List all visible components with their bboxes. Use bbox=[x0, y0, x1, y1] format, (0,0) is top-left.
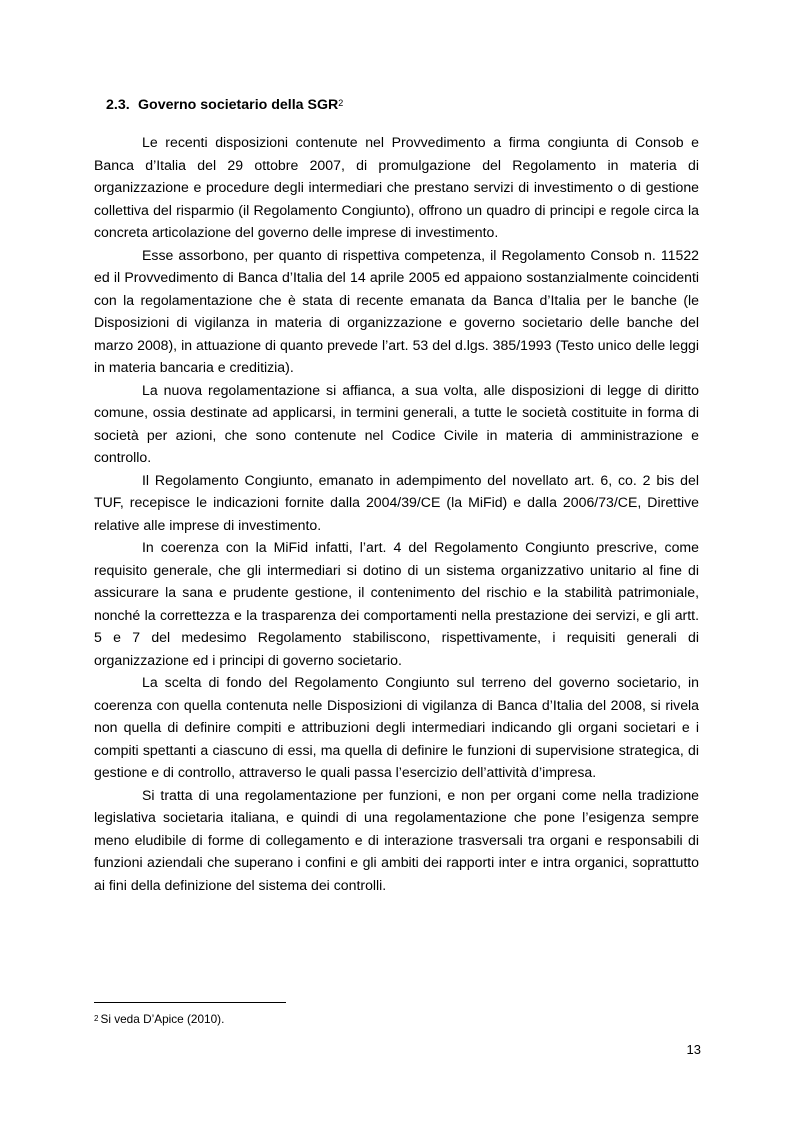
footnote bbox=[94, 1011, 224, 1029]
body-text bbox=[94, 131, 699, 896]
section-title: Governo societario della SGR bbox=[138, 97, 339, 113]
paragraph: La nuova regolamentazione si affianca, a sua volta, alle disposizioni di legge di diritto comune, ossia destinate ad applicarsi, in termini generali, a tutte le società costituite in forma di società per azioni, che sono contenute nel Codice Civile in materia di amministrazione e controllo. bbox=[94, 381, 699, 465]
page-number: 13 bbox=[686, 1042, 701, 1057]
paragraph: Si tratta di una regolamentazione per funzioni, e non per organi come nella tradizione legislativa societaria italiana, e quindi di una regolamentazione che pone l’esigenza sempre meno eludibile di forme di collegamento e di interazione trasversali tra organi e responsabili di funzioni aziendali che superano i confini e gli ambiti dei rapporti inter e intra organici, soprattutto ai fini della definizione del sistema dei controlli. bbox=[94, 786, 699, 893]
paragraph: Le recenti disposizioni contenute nel Provvedimento a firma congiunta di Consob e Banca d’Italia del 29 ottobre 2007, di promulgazione del Regolamento in materia di organizzazione e procedure degli intermediari che prestano servizi di investimento o di gestione collettiva del risparmio (il Regolamento Congiunto), offrono un quadro di principi e regole circa la concreta articolazione del governo delle imprese di investimento. bbox=[94, 134, 699, 240]
paragraph: Esse assorbono, per quanto di rispettiva competenza, il Regolamento Consob n. 11522 ed il Provvedimento di Banca d’Italia del 14 aprile 2005 ed appaiono sostanzialmente coincidenti con la regolamentazione che è stata di recente emanata da Banca d’Italia per le banche (le Disposizioni di vigilanza in materia di organizzazione e governo societario delle banche del marzo 2008), in attuazione di quanto prevede l’art. 53 del d.lgs. 385/1993 (Testo unico delle leggi in materia bancaria e creditizia). bbox=[94, 246, 699, 375]
footnote-separator bbox=[94, 1002, 286, 1003]
paragraph: La scelta di fondo del Regolamento Congiunto sul terreno del governo societario, in coerenza con quella contenuta nelle Disposizioni di vigilanza di Banca d’Italia del 2008, si rivela non quella di definire compiti e attribuzioni degli intermediari indicando gli organi societari e i compiti spettanti a ciascuno di essi, ma quella di definire le funzioni di supervisione strategica, di gestione e di controllo, attraverso le quali passa l’esercizio dell’attività d’impresa. bbox=[94, 674, 699, 780]
paragraph: In coerenza con la MiFid infatti, l’art. 4 del Regolamento Congiunto prescrive, come requisito generale, che gli intermediari si dotino di un sistema organizzativo unitario al fine di assicurare la sana e prudente gestione, il contenimento del rischio e la stabilità patrimoniale, nonché la correttezza e la trasparenza dei comportamenti nella prestazione dei servizi, e gli artt. 5 e 7 del medesimo Regolamento stabiliscono, rispettivamente, i requisiti generali di organizzazione ed i principi di governo societario. bbox=[94, 539, 699, 668]
footnote-reference: 2 bbox=[338, 98, 344, 108]
section-number: 2.3. bbox=[106, 97, 130, 113]
paragraph: Il Regolamento Congiunto, emanato in adempimento del novellato art. 6, co. 2 bis del TUF, recepisce le indicazioni fornite dalla 2004/39/CE (la MiFid) e dalla 2006/73/CE, Direttive relative alle imprese di investimento. bbox=[94, 471, 699, 533]
footnote-text: Si veda D’Apice (2010). bbox=[100, 1012, 225, 1026]
section-heading bbox=[106, 95, 343, 116]
footnote-marker: 2 bbox=[94, 1014, 99, 1023]
